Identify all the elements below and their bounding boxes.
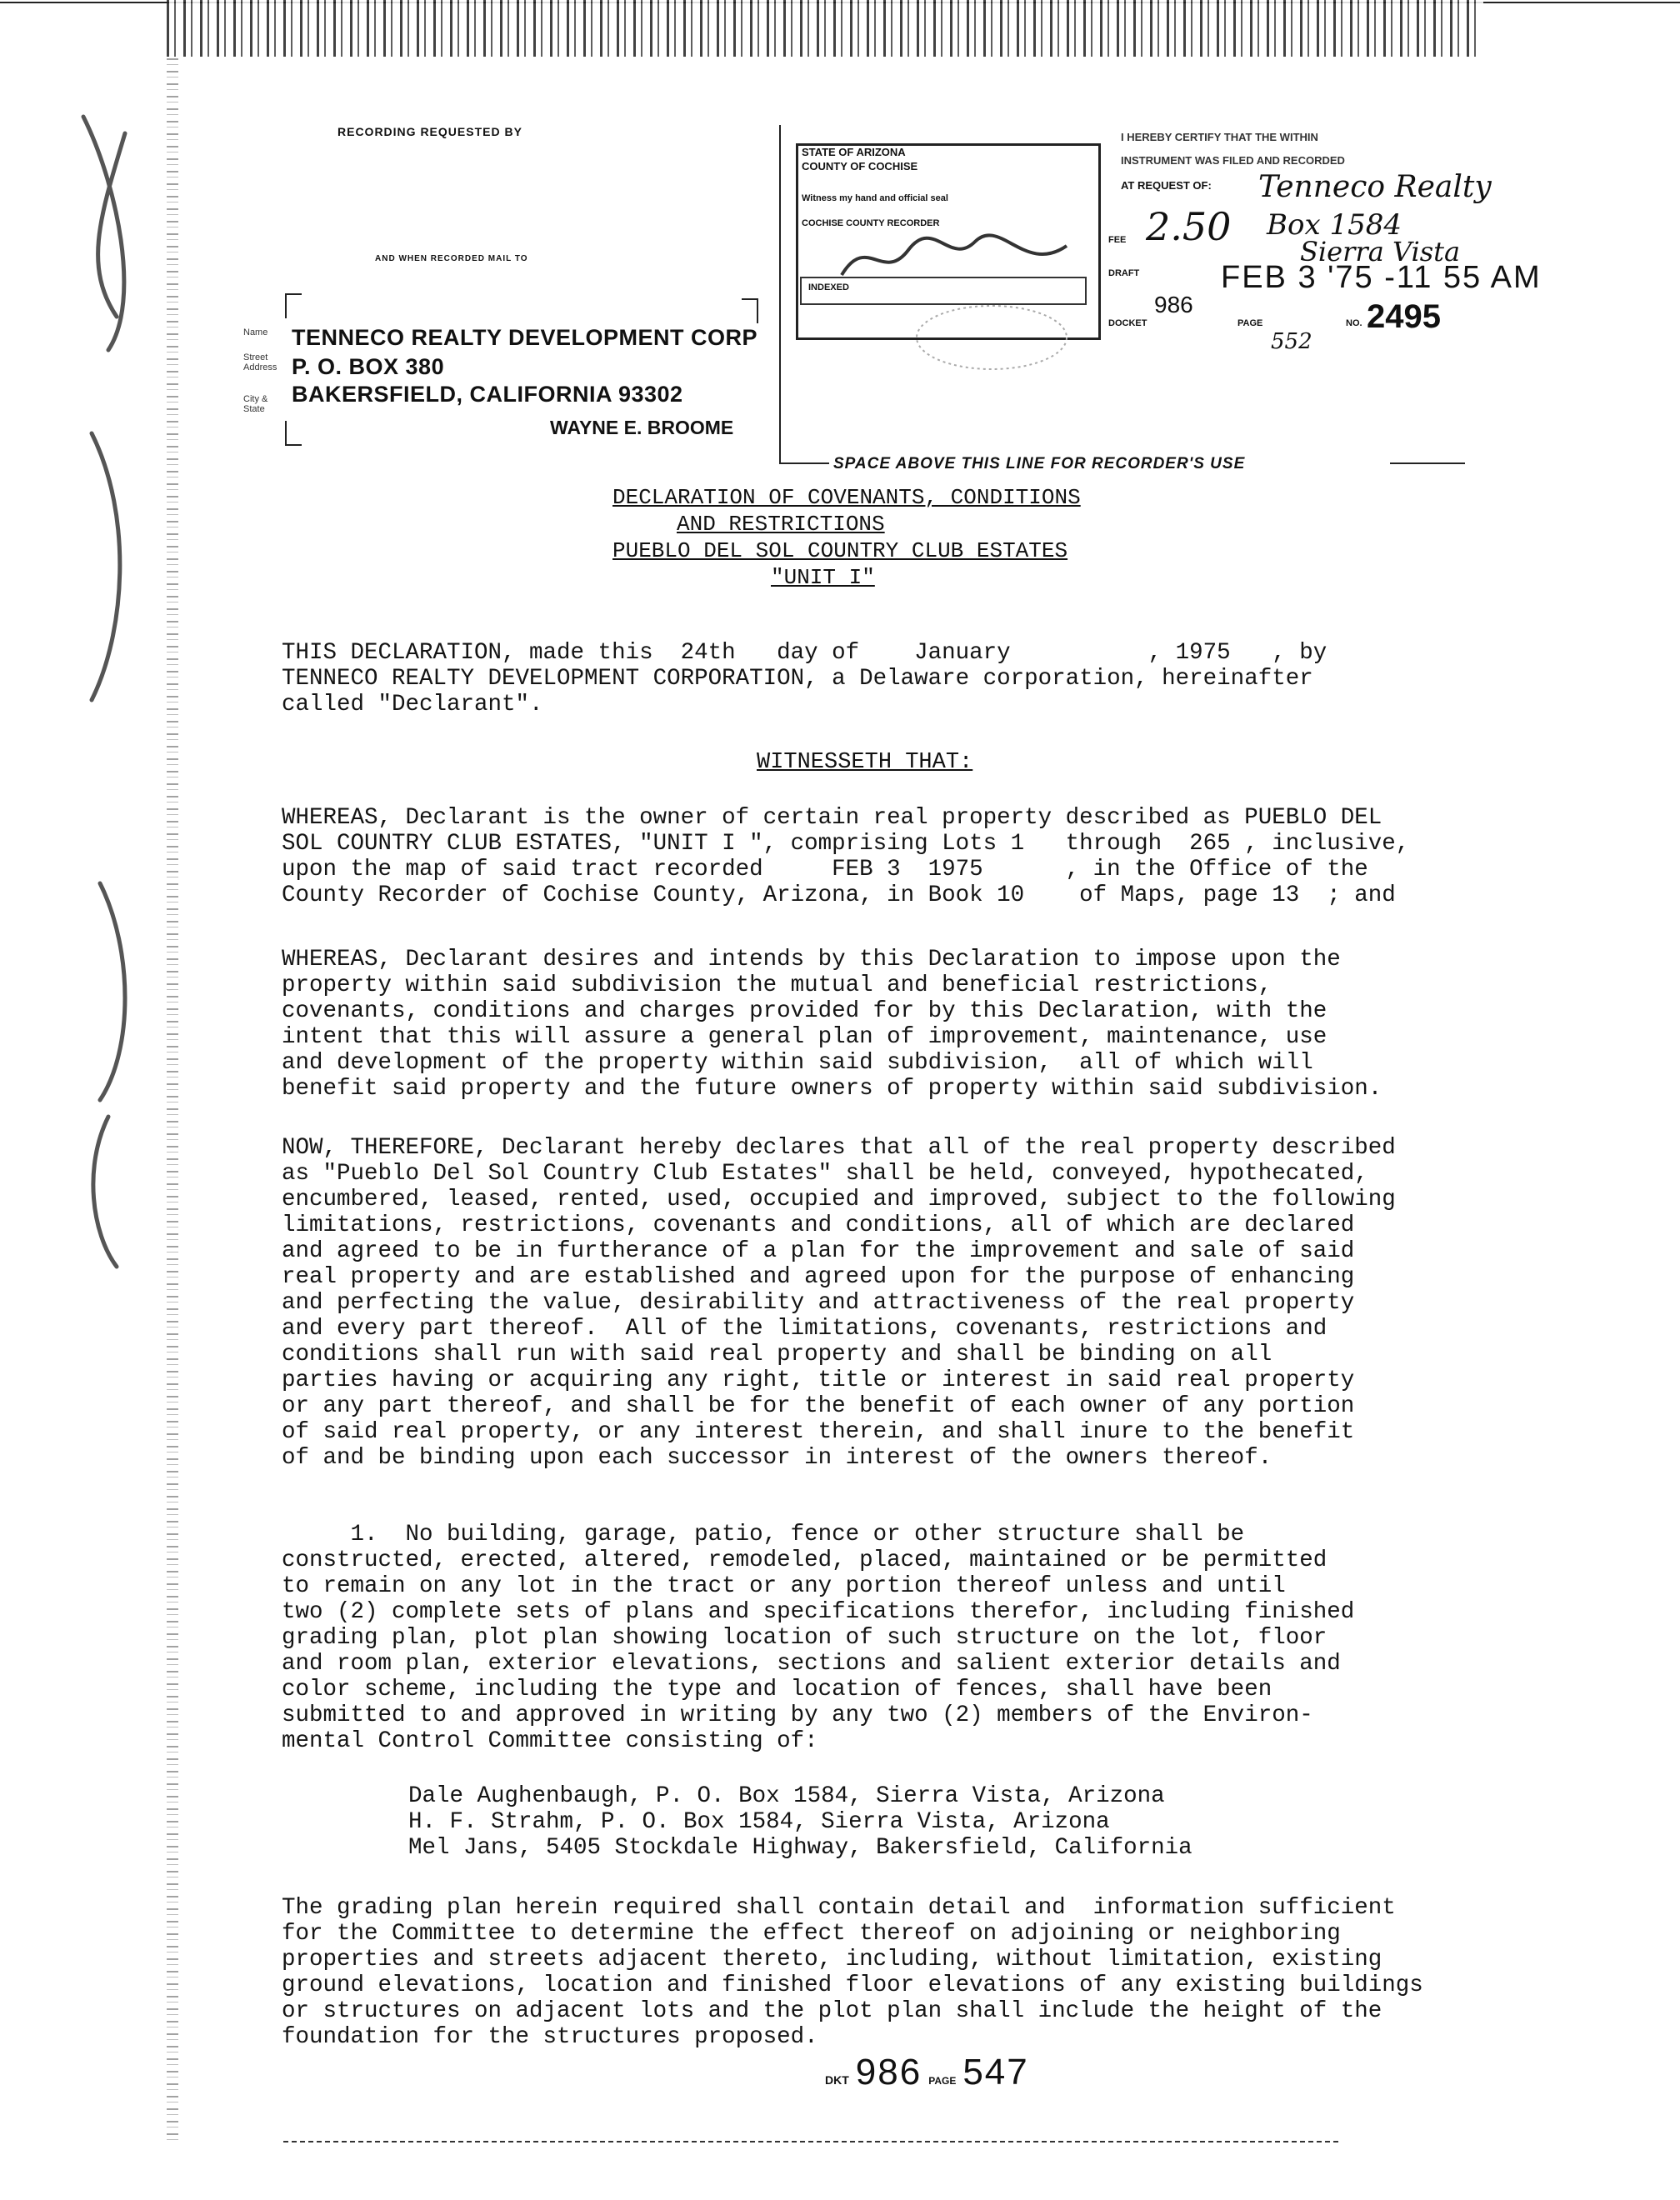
space-above-line-left (779, 462, 829, 464)
stamp-docket-value: 986 (1154, 292, 1193, 318)
footer-docket-prefix: DKT (825, 2073, 849, 2087)
preamble-line-2: TENNECO REALTY DEVELOPMENT CORPORATION, a Delaware corporation, hereinafter (282, 666, 1313, 692)
preamble-line-1: THIS DECLARATION, made this 24th day of January , 1975 , by (282, 640, 1328, 666)
now-therefore-line: NOW, THEREFORE, Declarant hereby declares that all of the real property described (282, 1135, 1396, 1161)
stamp-request-label: AT REQUEST OF: (1121, 179, 1212, 192)
stamp-docket-label: DOCKET (1108, 318, 1148, 328)
clause-1-line: two (2) complete sets of plans and specifications therefor, including finished (282, 1599, 1355, 1625)
whereas-2-line: WHEREAS, Declarant desires and intends by this Declaration to impose upon the (282, 947, 1341, 972)
stamp-indexed: INDEXED (808, 282, 849, 292)
clause-1-line: color scheme, including the type and location of fences, shall have been (282, 1677, 1272, 1702)
now-therefore-paragraph (282, 1135, 1396, 1471)
whereas-2-line: property within said subdivision the mutual and beneficial restrictions, (282, 972, 1272, 998)
grading-line: foundation for the structures proposed. (282, 2024, 818, 2050)
preamble-line-3: called "Declarant". (282, 692, 543, 718)
grading-line: for the Committee to determine the effect thereof on adjoining or neighboring (282, 1921, 1341, 1947)
title-line-2: AND RESTRICTIONS (677, 512, 885, 537)
stamp-page-label: PAGE (1238, 318, 1263, 328)
mail-to-street: P. O. BOX 380 (292, 354, 445, 379)
scan-noise-band (167, 0, 1483, 57)
signature-scribble (833, 225, 1075, 292)
now-therefore-line: parties having or acquiring any right, title or interest in said real property (282, 1368, 1355, 1393)
now-therefore-line: of said real property, or any interest therein, and shall inure to the benefit (282, 1419, 1355, 1445)
stamp-draft-label: DRAFT (1108, 268, 1140, 278)
footer-docket-stamp (825, 2052, 1029, 2093)
clause-1-line: grading plan, plot plan showing location of such structure on the lot, floor (282, 1625, 1328, 1651)
address-bracket-top-right (742, 298, 758, 323)
city-field-label: City & State (243, 394, 268, 414)
clause-1-line: and room plan, exterior elevations, sections and salient exterior details and (282, 1651, 1341, 1677)
whereas-2-line: covenants, conditions and charges provided for by this Declaration, with the (282, 998, 1328, 1024)
whereas-2-line: intent that this will assure a general plan of improvement, maintenance, use (282, 1024, 1328, 1050)
stamp-recorder: COCHISE COUNTY RECORDER (802, 218, 940, 228)
stamp-request-value: Tenneco Realty (1258, 170, 1492, 204)
stamp-fee-label: FEE (1108, 235, 1127, 245)
grading-line: properties and streets adjacent thereto, including, without limitation, existing (282, 1947, 1382, 1972)
clause-1-paragraph (282, 1522, 1354, 1754)
scan-edge-strip (167, 58, 178, 2142)
clause-1-line: mental Control Committee consisting of: (282, 1728, 818, 1754)
stamp-page-value: 552 (1271, 329, 1312, 354)
grading-paragraph (282, 1895, 1423, 2050)
mail-to-label: AND WHEN RECORDED MAIL TO (375, 254, 528, 263)
clause-1-line: submitted to and approved in writing by any two (2) members of the Environ- (282, 1702, 1313, 1728)
now-therefore-line: as "Pueblo Del Sol Country Club Estates" shall be held, conveyed, hypothecated, (282, 1161, 1368, 1187)
street-field-label: Street Address (243, 352, 278, 372)
whereas-1-line: County Recorder of Cochise County, Arizona, in Book 10 of Maps, page 13 ; and (282, 882, 1396, 908)
whereas-1-line: SOL COUNTRY CLUB ESTATES, "UNIT I ", comprising Lots 1 through 265 , inclusive, (282, 831, 1410, 857)
mail-to-city: BAKERSFIELD, CALIFORNIA 93302 (292, 382, 683, 407)
whereas-paragraph-1 (282, 805, 1409, 908)
committee-list (408, 1783, 1192, 1861)
space-above-line-right (1390, 462, 1465, 464)
bottom-dashed-rule (283, 2141, 1342, 2142)
stamp-no-value: 2495 (1367, 298, 1441, 335)
stamp-state: STATE OF ARIZONA (802, 146, 906, 158)
now-therefore-line: of and be binding upon each successor in interest of the owners thereof. (282, 1445, 1272, 1471)
title-line-1: DECLARATION OF COVENANTS, CONDITIONS (612, 485, 1081, 510)
whereas-1-line: WHEREAS, Declarant is the owner of certain real property described as PUEBLO DEL (282, 805, 1382, 831)
whereas-paragraph-2 (282, 947, 1382, 1102)
committee-member: H. F. Strahm, P. O. Box 1584, Sierra Vista, Arizona (408, 1809, 1110, 1835)
mail-to-name: TENNECO REALTY DEVELOPMENT CORP (292, 325, 758, 350)
header-divider (779, 125, 781, 462)
title-line-4: "UNIT I" (771, 565, 875, 590)
stamp-filed: INSTRUMENT WAS FILED AND RECORDED (1121, 154, 1345, 167)
now-therefore-line: real property and are established and agreed upon for the purpose of enhancing (282, 1264, 1355, 1290)
recording-requested-label: RECORDING REQUESTED BY (338, 125, 522, 138)
whereas-2-line: and development of the property within said subdivision, all of which will (282, 1050, 1313, 1076)
now-therefore-line: limitations, restrictions, covenants and conditions, all of which are declared (282, 1212, 1355, 1238)
stamp-no-label: NO. (1346, 318, 1362, 328)
clause-1-line: constructed, erected, altered, remodeled, placed, maintained or be permitted (282, 1548, 1328, 1573)
committee-member: Dale Aughenbaugh, P. O. Box 1584, Sierra Vista, Arizona (408, 1783, 1165, 1809)
address-bracket-top-left (285, 293, 302, 318)
stamp-city-note: Sierra Vista (1300, 236, 1461, 268)
now-therefore-line: and agreed to be in furtherance of a plan for the improvement and sale of said (282, 1238, 1355, 1264)
now-therefore-line: and perfecting the value, desirability and attractiveness of the real property (282, 1290, 1355, 1316)
witnesseth-heading: WITNESSETH THAT: (757, 750, 973, 775)
committee-member: Mel Jans, 5405 Stockdale Highway, Bakersfield, California (408, 1835, 1192, 1861)
embossed-seal (908, 300, 1075, 375)
mail-to-attention: WAYNE E. BROOME (550, 417, 734, 438)
stamp-county: COUNTY OF COCHISE (802, 160, 918, 172)
clause-1-line: 1. No building, garage, patio, fence or other structure shall be (282, 1522, 1245, 1548)
footer-docket-number: 986 (855, 2052, 922, 2092)
footer-page-prefix: PAGE (928, 2075, 957, 2087)
grading-line: ground elevations, location and finished floor elevations of any existing buildings (282, 1972, 1423, 1998)
stamp-certify: I HEREBY CERTIFY THAT THE WITHIN (1121, 131, 1318, 143)
footer-page-number: 547 (962, 2052, 1029, 2092)
whereas-1-line: upon the map of said tract recorded FEB 3 1975 , in the Office of the (282, 857, 1368, 882)
grading-line: or structures on adjacent lots and the plot plan shall include the height of the (282, 1998, 1382, 2024)
address-bracket-bottom-left (285, 421, 302, 446)
clause-1-line: to remain on any lot in the tract or any portion thereof unless and until (282, 1573, 1286, 1599)
grading-line: The grading plan herein required shall contain detail and information sufficient (282, 1895, 1396, 1921)
now-therefore-line: conditions shall run with said real property and shall be binding on all (282, 1342, 1272, 1368)
margin-handwriting (33, 50, 158, 1300)
now-therefore-line: or any part thereof, and shall be for the benefit of each owner of any portion (282, 1393, 1355, 1419)
stamp-box-note: Box 1584 (1267, 208, 1402, 242)
stamp-fee-value: 2.50 (1146, 204, 1232, 249)
name-field-label: Name (243, 328, 268, 338)
stamp-date: FEB 3 '75 -11 55 AM (1221, 260, 1542, 295)
now-therefore-line: and every part thereof. All of the limitations, covenants, restrictions and (282, 1316, 1328, 1342)
title-line-3: PUEBLO DEL SOL COUNTRY CLUB ESTATES (612, 538, 1068, 563)
now-therefore-line: encumbered, leased, rented, used, occupied and improved, subject to the following (282, 1187, 1396, 1212)
stamp-witness: Witness my hand and official seal (802, 193, 948, 203)
space-above-label: SPACE ABOVE THIS LINE FOR RECORDER'S USE (833, 455, 1246, 472)
whereas-2-line: benefit said property and the future owners of property within said subdivision. (282, 1076, 1382, 1102)
